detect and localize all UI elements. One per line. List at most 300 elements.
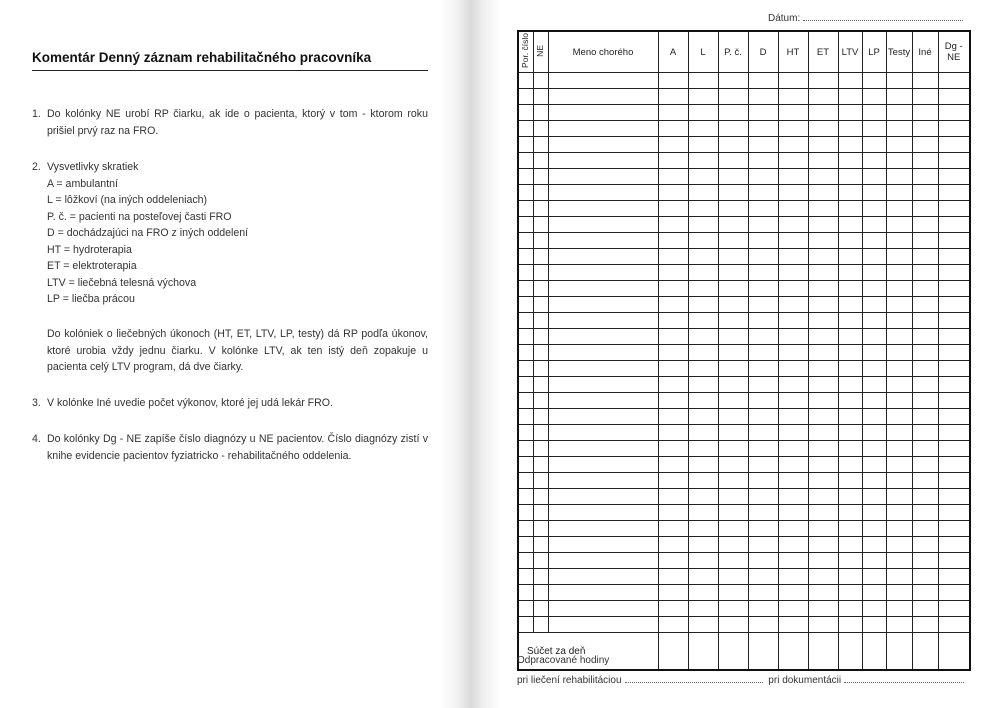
- table-cell[interactable]: [748, 569, 778, 585]
- table-cell[interactable]: [548, 409, 658, 425]
- table-cell[interactable]: [938, 441, 970, 457]
- table-cell[interactable]: [718, 553, 748, 569]
- table-cell[interactable]: [808, 441, 838, 457]
- table-cell[interactable]: [808, 249, 838, 265]
- table-cell[interactable]: [862, 361, 886, 377]
- table-cell[interactable]: [718, 105, 748, 121]
- table-cell[interactable]: [778, 297, 808, 313]
- table-cell[interactable]: [748, 313, 778, 329]
- table-cell[interactable]: [938, 489, 970, 505]
- table-cell[interactable]: [862, 297, 886, 313]
- table-cell[interactable]: [886, 377, 912, 393]
- table-cell[interactable]: [518, 297, 533, 313]
- table-cell[interactable]: [808, 425, 838, 441]
- table-cell[interactable]: [862, 553, 886, 569]
- table-cell[interactable]: [518, 601, 533, 617]
- table-cell[interactable]: [778, 201, 808, 217]
- table-cell[interactable]: [938, 457, 970, 473]
- table-cell[interactable]: [533, 345, 548, 361]
- table-cell[interactable]: [658, 89, 688, 105]
- table-cell[interactable]: [658, 473, 688, 489]
- table-cell[interactable]: [778, 521, 808, 537]
- table-cell[interactable]: [838, 185, 862, 201]
- table-cell[interactable]: [808, 377, 838, 393]
- table-cell[interactable]: [808, 121, 838, 137]
- table-cell[interactable]: [938, 169, 970, 185]
- table-cell[interactable]: [658, 153, 688, 169]
- table-cell[interactable]: [718, 121, 748, 137]
- table-cell[interactable]: [748, 233, 778, 249]
- table-cell[interactable]: [748, 297, 778, 313]
- table-cell[interactable]: [548, 105, 658, 121]
- table-cell[interactable]: [748, 217, 778, 233]
- table-cell[interactable]: [518, 377, 533, 393]
- table-cell[interactable]: [912, 505, 938, 521]
- table-cell[interactable]: [658, 169, 688, 185]
- table-cell[interactable]: [862, 537, 886, 553]
- table-cell[interactable]: [718, 361, 748, 377]
- table-cell[interactable]: [862, 185, 886, 201]
- table-cell[interactable]: [533, 505, 548, 521]
- table-cell[interactable]: [808, 281, 838, 297]
- sum-cell[interactable]: [658, 633, 688, 671]
- table-cell[interactable]: [912, 265, 938, 281]
- table-cell[interactable]: [886, 553, 912, 569]
- table-cell[interactable]: [533, 489, 548, 505]
- table-cell[interactable]: [862, 329, 886, 345]
- table-cell[interactable]: [938, 249, 970, 265]
- table-cell[interactable]: [912, 89, 938, 105]
- table-cell[interactable]: [518, 121, 533, 137]
- table-cell[interactable]: [688, 409, 718, 425]
- table-cell[interactable]: [518, 73, 533, 89]
- table-cell[interactable]: [938, 425, 970, 441]
- table-cell[interactable]: [838, 73, 862, 89]
- table-cell[interactable]: [808, 537, 838, 553]
- table-cell[interactable]: [718, 297, 748, 313]
- table-cell[interactable]: [548, 553, 658, 569]
- table-cell[interactable]: [886, 105, 912, 121]
- table-cell[interactable]: [548, 265, 658, 281]
- table-cell[interactable]: [778, 89, 808, 105]
- table-cell[interactable]: [838, 569, 862, 585]
- table-cell[interactable]: [548, 249, 658, 265]
- table-cell[interactable]: [778, 169, 808, 185]
- table-cell[interactable]: [886, 233, 912, 249]
- table-cell[interactable]: [688, 137, 718, 153]
- table-cell[interactable]: [518, 569, 533, 585]
- table-cell[interactable]: [658, 617, 688, 633]
- table-cell[interactable]: [838, 457, 862, 473]
- treatment-hours-fill[interactable]: [625, 674, 763, 683]
- table-cell[interactable]: [886, 409, 912, 425]
- table-cell[interactable]: [778, 153, 808, 169]
- table-cell[interactable]: [718, 409, 748, 425]
- table-cell[interactable]: [808, 217, 838, 233]
- table-cell[interactable]: [808, 297, 838, 313]
- table-cell[interactable]: [533, 105, 548, 121]
- table-cell[interactable]: [548, 345, 658, 361]
- table-cell[interactable]: [688, 265, 718, 281]
- table-cell[interactable]: [886, 489, 912, 505]
- table-cell[interactable]: [518, 361, 533, 377]
- table-cell[interactable]: [862, 249, 886, 265]
- table-cell[interactable]: [533, 329, 548, 345]
- table-cell[interactable]: [748, 457, 778, 473]
- table-cell[interactable]: [718, 505, 748, 521]
- table-cell[interactable]: [718, 425, 748, 441]
- table-cell[interactable]: [886, 201, 912, 217]
- table-cell[interactable]: [938, 361, 970, 377]
- sum-cell[interactable]: [938, 633, 970, 671]
- table-cell[interactable]: [912, 185, 938, 201]
- table-cell[interactable]: [658, 361, 688, 377]
- table-cell[interactable]: [912, 233, 938, 249]
- table-cell[interactable]: [838, 585, 862, 601]
- table-cell[interactable]: [886, 137, 912, 153]
- table-cell[interactable]: [862, 457, 886, 473]
- table-cell[interactable]: [533, 121, 548, 137]
- table-cell[interactable]: [912, 409, 938, 425]
- table-cell[interactable]: [912, 153, 938, 169]
- table-cell[interactable]: [862, 505, 886, 521]
- table-cell[interactable]: [548, 153, 658, 169]
- table-cell[interactable]: [886, 601, 912, 617]
- table-cell[interactable]: [912, 105, 938, 121]
- table-cell[interactable]: [748, 473, 778, 489]
- table-cell[interactable]: [718, 265, 748, 281]
- table-cell[interactable]: [718, 281, 748, 297]
- table-cell[interactable]: [862, 313, 886, 329]
- table-cell[interactable]: [718, 89, 748, 105]
- table-cell[interactable]: [533, 265, 548, 281]
- table-cell[interactable]: [718, 473, 748, 489]
- table-cell[interactable]: [548, 361, 658, 377]
- table-cell[interactable]: [938, 265, 970, 281]
- table-cell[interactable]: [862, 393, 886, 409]
- table-cell[interactable]: [778, 409, 808, 425]
- table-cell[interactable]: [886, 569, 912, 585]
- table-cell[interactable]: [778, 569, 808, 585]
- table-cell[interactable]: [912, 313, 938, 329]
- table-cell[interactable]: [518, 249, 533, 265]
- table-cell[interactable]: [912, 361, 938, 377]
- table-cell[interactable]: [533, 89, 548, 105]
- table-cell[interactable]: [533, 361, 548, 377]
- table-cell[interactable]: [518, 505, 533, 521]
- table-cell[interactable]: [533, 233, 548, 249]
- table-cell[interactable]: [748, 377, 778, 393]
- table-cell[interactable]: [688, 425, 718, 441]
- table-cell[interactable]: [533, 281, 548, 297]
- table-cell[interactable]: [862, 137, 886, 153]
- table-cell[interactable]: [862, 473, 886, 489]
- table-cell[interactable]: [548, 393, 658, 409]
- table-cell[interactable]: [688, 473, 718, 489]
- table-cell[interactable]: [518, 425, 533, 441]
- table-cell[interactable]: [886, 281, 912, 297]
- table-cell[interactable]: [886, 329, 912, 345]
- table-cell[interactable]: [886, 313, 912, 329]
- table-cell[interactable]: [778, 73, 808, 89]
- table-cell[interactable]: [778, 233, 808, 249]
- table-cell[interactable]: [912, 249, 938, 265]
- table-cell[interactable]: [938, 393, 970, 409]
- table-cell[interactable]: [533, 409, 548, 425]
- table-cell[interactable]: [748, 617, 778, 633]
- table-cell[interactable]: [838, 425, 862, 441]
- table-cell[interactable]: [548, 425, 658, 441]
- table-cell[interactable]: [658, 137, 688, 153]
- table-cell[interactable]: [748, 345, 778, 361]
- table-cell[interactable]: [778, 377, 808, 393]
- table-cell[interactable]: [548, 73, 658, 89]
- table-cell[interactable]: [808, 457, 838, 473]
- table-cell[interactable]: [718, 377, 748, 393]
- table-cell[interactable]: [912, 217, 938, 233]
- table-cell[interactable]: [688, 313, 718, 329]
- table-cell[interactable]: [912, 121, 938, 137]
- table-cell[interactable]: [838, 313, 862, 329]
- table-cell[interactable]: [886, 153, 912, 169]
- table-cell[interactable]: [748, 585, 778, 601]
- table-cell[interactable]: [518, 329, 533, 345]
- table-cell[interactable]: [548, 489, 658, 505]
- table-cell[interactable]: [912, 425, 938, 441]
- table-cell[interactable]: [518, 585, 533, 601]
- table-cell[interactable]: [533, 441, 548, 457]
- table-cell[interactable]: [518, 473, 533, 489]
- table-cell[interactable]: [748, 393, 778, 409]
- table-cell[interactable]: [808, 185, 838, 201]
- table-cell[interactable]: [938, 137, 970, 153]
- sum-cell[interactable]: [808, 633, 838, 671]
- table-cell[interactable]: [748, 505, 778, 521]
- table-cell[interactable]: [688, 281, 718, 297]
- table-cell[interactable]: [912, 441, 938, 457]
- table-cell[interactable]: [748, 73, 778, 89]
- table-cell[interactable]: [533, 473, 548, 489]
- table-cell[interactable]: [912, 585, 938, 601]
- table-cell[interactable]: [778, 105, 808, 121]
- table-cell[interactable]: [886, 505, 912, 521]
- table-cell[interactable]: [548, 201, 658, 217]
- table-cell[interactable]: [808, 393, 838, 409]
- table-cell[interactable]: [688, 617, 718, 633]
- table-cell[interactable]: [658, 265, 688, 281]
- table-cell[interactable]: [886, 345, 912, 361]
- table-cell[interactable]: [886, 441, 912, 457]
- table-cell[interactable]: [748, 249, 778, 265]
- table-cell[interactable]: [718, 249, 748, 265]
- table-cell[interactable]: [688, 553, 718, 569]
- table-cell[interactable]: [548, 217, 658, 233]
- table-cell[interactable]: [838, 441, 862, 457]
- table-cell[interactable]: [808, 105, 838, 121]
- table-cell[interactable]: [808, 473, 838, 489]
- table-cell[interactable]: [862, 233, 886, 249]
- table-cell[interactable]: [808, 489, 838, 505]
- table-cell[interactable]: [548, 441, 658, 457]
- table-cell[interactable]: [862, 345, 886, 361]
- table-cell[interactable]: [518, 153, 533, 169]
- table-cell[interactable]: [838, 201, 862, 217]
- table-cell[interactable]: [518, 217, 533, 233]
- table-cell[interactable]: [718, 201, 748, 217]
- table-cell[interactable]: [838, 601, 862, 617]
- table-cell[interactable]: [808, 313, 838, 329]
- table-cell[interactable]: [718, 313, 748, 329]
- table-cell[interactable]: [938, 153, 970, 169]
- table-cell[interactable]: [838, 153, 862, 169]
- table-cell[interactable]: [718, 521, 748, 537]
- table-cell[interactable]: [718, 137, 748, 153]
- table-cell[interactable]: [938, 313, 970, 329]
- table-cell[interactable]: [518, 521, 533, 537]
- sum-cell[interactable]: [748, 633, 778, 671]
- table-cell[interactable]: [518, 457, 533, 473]
- table-cell[interactable]: [938, 521, 970, 537]
- table-cell[interactable]: [658, 521, 688, 537]
- table-cell[interactable]: [718, 169, 748, 185]
- table-cell[interactable]: [518, 233, 533, 249]
- table-cell[interactable]: [778, 601, 808, 617]
- table-cell[interactable]: [862, 153, 886, 169]
- table-cell[interactable]: [862, 521, 886, 537]
- table-cell[interactable]: [658, 569, 688, 585]
- table-cell[interactable]: [838, 121, 862, 137]
- table-cell[interactable]: [808, 153, 838, 169]
- table-cell[interactable]: [658, 281, 688, 297]
- table-cell[interactable]: [548, 377, 658, 393]
- table-cell[interactable]: [778, 553, 808, 569]
- table-cell[interactable]: [518, 201, 533, 217]
- table-cell[interactable]: [862, 569, 886, 585]
- table-cell[interactable]: [912, 473, 938, 489]
- table-cell[interactable]: [912, 393, 938, 409]
- table-cell[interactable]: [718, 393, 748, 409]
- table-cell[interactable]: [748, 89, 778, 105]
- table-cell[interactable]: [658, 329, 688, 345]
- table-cell[interactable]: [808, 553, 838, 569]
- table-cell[interactable]: [838, 553, 862, 569]
- table-cell[interactable]: [658, 585, 688, 601]
- table-cell[interactable]: [778, 265, 808, 281]
- table-cell[interactable]: [688, 537, 718, 553]
- table-cell[interactable]: [748, 153, 778, 169]
- table-cell[interactable]: [838, 345, 862, 361]
- table-cell[interactable]: [658, 409, 688, 425]
- table-cell[interactable]: [912, 569, 938, 585]
- table-cell[interactable]: [688, 441, 718, 457]
- table-cell[interactable]: [533, 617, 548, 633]
- table-cell[interactable]: [748, 409, 778, 425]
- table-cell[interactable]: [778, 393, 808, 409]
- table-cell[interactable]: [838, 89, 862, 105]
- table-cell[interactable]: [938, 585, 970, 601]
- sum-cell[interactable]: [778, 633, 808, 671]
- table-cell[interactable]: [658, 345, 688, 361]
- table-cell[interactable]: [688, 361, 718, 377]
- table-cell[interactable]: [808, 137, 838, 153]
- table-cell[interactable]: [658, 201, 688, 217]
- table-cell[interactable]: [838, 361, 862, 377]
- table-cell[interactable]: [718, 185, 748, 201]
- table-cell[interactable]: [838, 105, 862, 121]
- table-cell[interactable]: [938, 281, 970, 297]
- table-cell[interactable]: [778, 457, 808, 473]
- table-cell[interactable]: [862, 121, 886, 137]
- table-cell[interactable]: [688, 297, 718, 313]
- table-cell[interactable]: [886, 297, 912, 313]
- table-cell[interactable]: [658, 553, 688, 569]
- table-cell[interactable]: [688, 185, 718, 201]
- table-cell[interactable]: [912, 297, 938, 313]
- table-cell[interactable]: [938, 201, 970, 217]
- table-cell[interactable]: [658, 537, 688, 553]
- table-cell[interactable]: [548, 505, 658, 521]
- table-cell[interactable]: [688, 105, 718, 121]
- table-cell[interactable]: [886, 249, 912, 265]
- table-cell[interactable]: [518, 345, 533, 361]
- table-cell[interactable]: [748, 281, 778, 297]
- table-cell[interactable]: [688, 201, 718, 217]
- table-cell[interactable]: [533, 313, 548, 329]
- table-cell[interactable]: [548, 329, 658, 345]
- table-cell[interactable]: [688, 345, 718, 361]
- table-cell[interactable]: [658, 217, 688, 233]
- table-cell[interactable]: [533, 377, 548, 393]
- table-cell[interactable]: [938, 473, 970, 489]
- table-cell[interactable]: [778, 585, 808, 601]
- table-cell[interactable]: [533, 185, 548, 201]
- table-cell[interactable]: [886, 89, 912, 105]
- table-cell[interactable]: [718, 537, 748, 553]
- table-cell[interactable]: [533, 585, 548, 601]
- table-cell[interactable]: [688, 457, 718, 473]
- table-cell[interactable]: [518, 441, 533, 457]
- table-cell[interactable]: [886, 393, 912, 409]
- table-cell[interactable]: [938, 121, 970, 137]
- table-cell[interactable]: [688, 377, 718, 393]
- table-cell[interactable]: [518, 185, 533, 201]
- table-cell[interactable]: [533, 569, 548, 585]
- sum-cell[interactable]: [912, 633, 938, 671]
- table-cell[interactable]: [862, 617, 886, 633]
- table-cell[interactable]: [748, 201, 778, 217]
- table-cell[interactable]: [748, 553, 778, 569]
- table-cell[interactable]: [862, 489, 886, 505]
- table-cell[interactable]: [548, 185, 658, 201]
- table-cell[interactable]: [862, 265, 886, 281]
- table-cell[interactable]: [912, 377, 938, 393]
- table-cell[interactable]: [688, 153, 718, 169]
- table-cell[interactable]: [862, 105, 886, 121]
- table-cell[interactable]: [886, 361, 912, 377]
- table-cell[interactable]: [548, 585, 658, 601]
- table-cell[interactable]: [938, 105, 970, 121]
- table-cell[interactable]: [533, 521, 548, 537]
- table-cell[interactable]: [548, 89, 658, 105]
- table-cell[interactable]: [808, 585, 838, 601]
- table-cell[interactable]: [533, 457, 548, 473]
- table-cell[interactable]: [518, 137, 533, 153]
- table-cell[interactable]: [886, 425, 912, 441]
- table-cell[interactable]: [658, 425, 688, 441]
- table-cell[interactable]: [808, 73, 838, 89]
- table-cell[interactable]: [862, 441, 886, 457]
- table-cell[interactable]: [886, 521, 912, 537]
